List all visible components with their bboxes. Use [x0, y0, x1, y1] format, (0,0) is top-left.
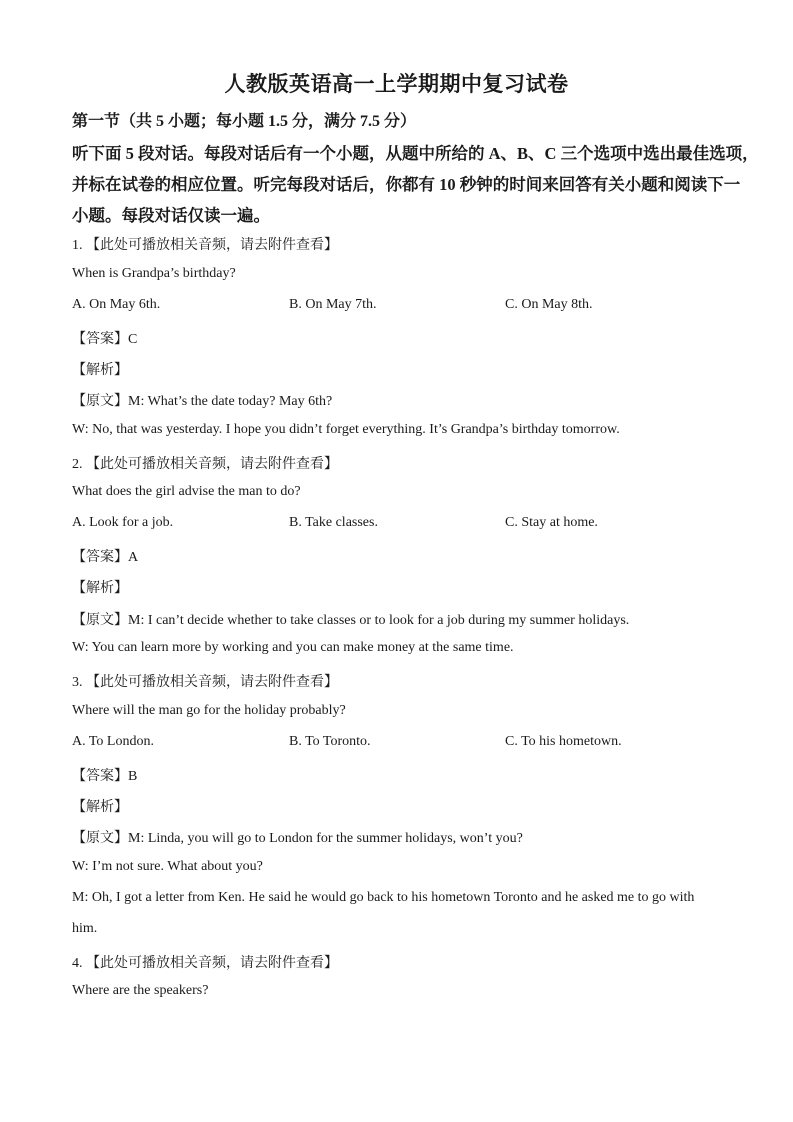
question-1-option-b: B. On May 7th.: [289, 297, 377, 312]
question-3-text: Where will the man go for the holiday probably?: [72, 703, 346, 718]
question-1-option-c: C. On May 8th.: [505, 297, 593, 312]
question-2-option-b: B. Take classes.: [289, 515, 378, 530]
question-4-audio-header[interactable]: 4. 【此处可播放相关音频，请去附件查看】: [72, 956, 338, 971]
section-heading: 第一节（共 5 小题；每小题 1.5 分，满分 7.5 分）: [72, 113, 417, 130]
question-1-audio-header[interactable]: 1. 【此处可播放相关音频，请去附件查看】: [72, 238, 338, 253]
question-2-audio-header[interactable]: 2. 【此处可播放相关音频，请去附件查看】: [72, 457, 338, 472]
question-4-text: Where are the speakers?: [72, 983, 209, 998]
question-3-transcript-1: 【原文】M: Linda, you will go to London for the summer holidays, won’t you?: [72, 831, 523, 846]
question-1-transcript-1: 【原文】M: What’s the date today? May 6th?: [72, 394, 333, 409]
instruction-line-3: 小题。每段对话仅读一遍。: [72, 206, 270, 225]
question-3-transcript-2: W: I’m not sure. What about you?: [72, 859, 263, 874]
question-2-option-a: A. Look for a job.: [72, 515, 174, 530]
question-1-answer: 【答案】C: [72, 332, 138, 347]
question-3-answer: 【答案】B: [72, 769, 138, 784]
question-3-option-b: B. To Toronto.: [289, 734, 371, 749]
question-2-analysis: 【解析】: [72, 581, 128, 596]
instruction-line-1: 听下面 5 段对话。每段对话后有一个小题，从题中所给的 A、B、C 三个选项中选出最佳选项，: [72, 144, 759, 163]
question-2-transcript-1: 【原文】M: I can’t decide whether to take classes or to look for a job during my summer holidays.: [72, 613, 630, 628]
question-3-option-a: A. To London.: [72, 734, 154, 749]
page-title: 人教版英语高一上学期期中复习试卷: [224, 72, 569, 96]
question-3-transcript-3: M: Oh, I got a letter from Ken. He said he would go back to his hometown Toronto and he asked me to go with: [72, 890, 695, 905]
question-2-transcript-2: W: You can learn more by working and you can make money at the same time.: [72, 640, 514, 655]
question-2-text: What does the girl advise the man to do?: [72, 484, 301, 499]
question-1-analysis: 【解析】: [72, 363, 128, 378]
question-1-option-a: A. On May 6th.: [72, 297, 161, 312]
question-2-answer: 【答案】A: [72, 550, 139, 565]
question-3-transcript-4: him.: [72, 921, 98, 936]
question-3-option-c: C. To his hometown.: [505, 734, 622, 749]
instruction-line-2: 并标在试卷的相应位置。听完每段对话后，你都有 10 秒钟的时间来回答有关小题和阅读下一: [72, 175, 741, 194]
question-3-audio-header[interactable]: 3. 【此处可播放相关音频，请去附件查看】: [72, 675, 338, 690]
question-1-transcript-2: W: No, that was yesterday. I hope you didn’t forget everything. It’s Grandpa’s birthday tomorrow.: [72, 422, 620, 437]
question-1-text: When is Grandpa’s birthday?: [72, 266, 236, 281]
question-3-analysis: 【解析】: [72, 800, 128, 815]
question-2-option-c: C. Stay at home.: [505, 515, 598, 530]
